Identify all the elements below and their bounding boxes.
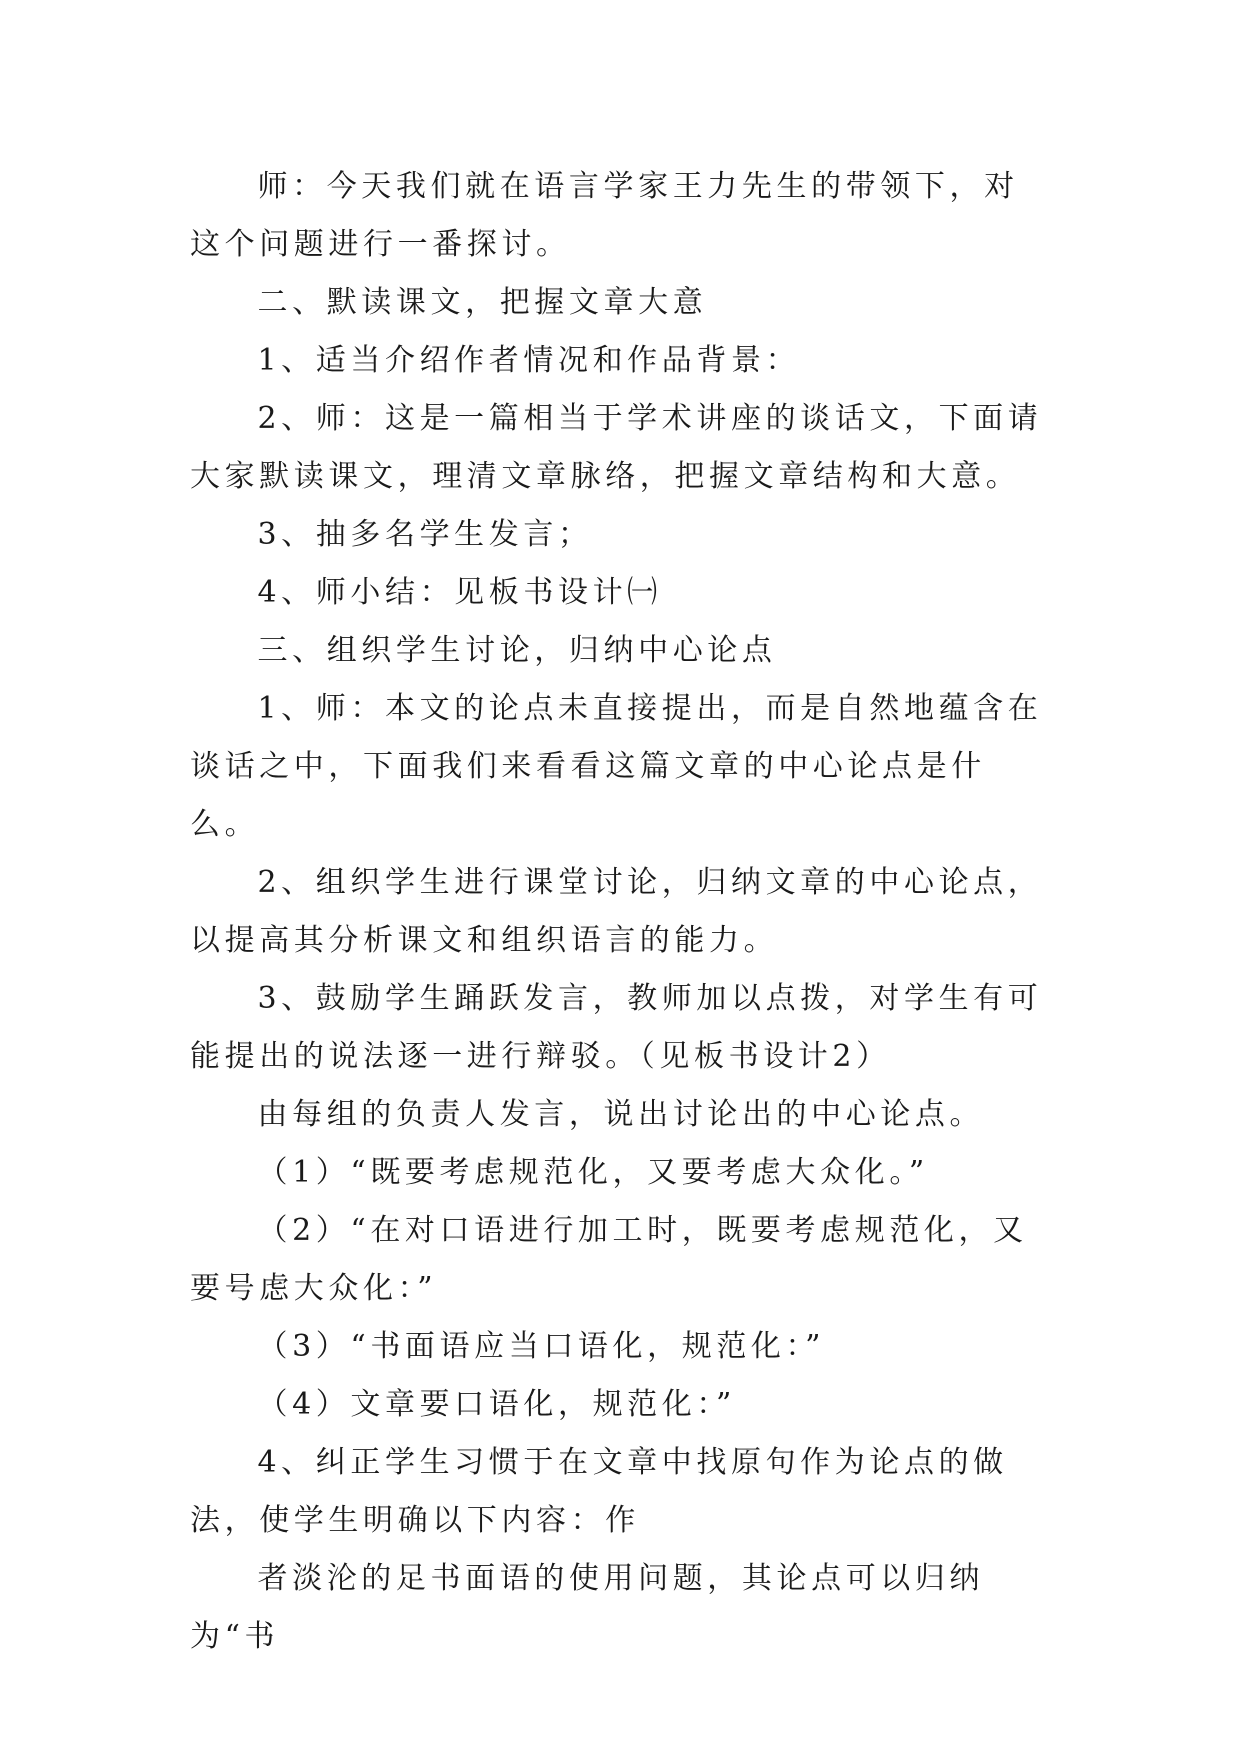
paragraph: 4、师小结：见板书设计㈠ [257,575,662,610]
paragraph: 4、纠正学生习惯于在文章中找原句作为论点的做法，使学生明确以下内容：作 [190,1445,1008,1538]
paragraph: 2、师：这是一篇相当于学术讲座的谈话文，下面请大家默读课文，理清文章脉络，把握文章结构和大意。 [190,401,1043,494]
list-item: （2）“在对口语进行加工时，既要考虑规范化，又要号虑大众化：” [190,1213,1028,1306]
paragraph: 师：今天我们就在语言学家王力先生的带领下，对这个问题进行一番探讨。 [190,169,1019,262]
paragraph: 3、抽多名学生发言； [257,517,593,552]
list-item: （3）“书面语应当口语化，规范化：” [257,1329,826,1364]
paragraph: 3、鼓励学生踊跃发言，教师加以点拨，对学生有可能提出的说法逐一进行辩驳。（见板书设计2） [190,981,1043,1074]
section-heading: 三、组织学生讨论，归纳中心论点 [257,633,777,668]
paragraph: 1、适当介绍作者情况和作品背景： [257,343,801,378]
paragraph: 者淡沦的足书面语的使用问题，其论点可以归纳为“书 [190,1561,985,1654]
paragraph: 1、师：本文的论点未直接提出，而是自然地蕴含在谈话之中，下面我们来看看这篇文章的中心论点是什么。 [190,691,1043,842]
list-item: （1）“既要考虑规范化，又要考虑大众化。” [257,1155,929,1190]
list-item: （4）文章要口语化，规范化：” [257,1387,736,1422]
body-text [190,158,1050,1666]
section-heading: 二、默读课文，把握文章大意 [257,285,708,320]
paragraph: 2、组织学生进行课堂讨论，归纳文章的中心论点，以提高其分析课文和组织语言的能力。 [190,865,1043,958]
paragraph: 由每组的负责人发言，说出讨论出的中心论点。 [257,1097,985,1132]
